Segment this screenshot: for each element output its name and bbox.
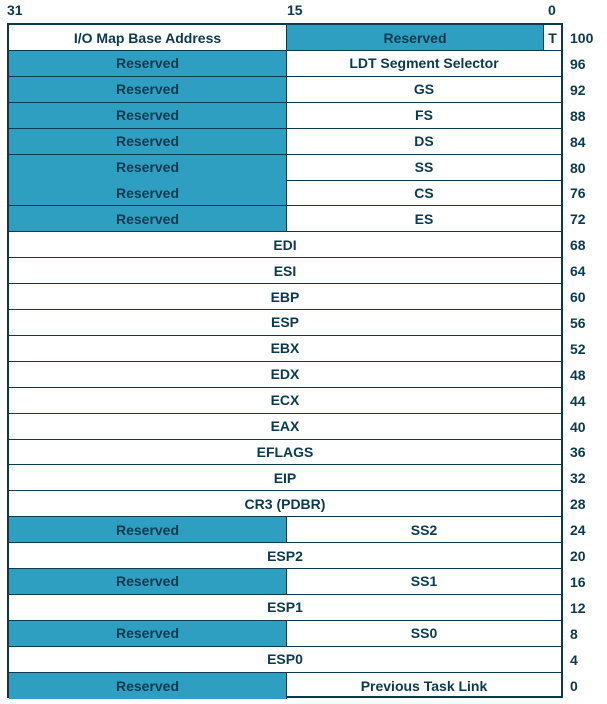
tss-layout-diagram	[7, 23, 563, 698]
selector-field: Previous Task Link	[360, 677, 488, 694]
register-field: EBP	[270, 288, 300, 305]
reserved-field: Reserved	[9, 129, 287, 154]
tss-row	[9, 129, 561, 155]
byte-offset-label: 68	[570, 237, 586, 254]
byte-offset-label: 8	[570, 625, 578, 642]
byte-offset-label: 84	[570, 133, 586, 150]
register-field: EIP	[273, 469, 297, 486]
byte-offset-label: 96	[570, 55, 586, 72]
tss-row	[9, 595, 561, 621]
byte-offset-label: 48	[570, 366, 586, 383]
tss-row	[9, 673, 561, 699]
tss-row	[9, 388, 561, 414]
reserved-field: Reserved	[9, 51, 287, 76]
register-field: EAX	[270, 418, 300, 434]
reserved-field: Reserved	[9, 621, 287, 646]
tss-row	[9, 180, 561, 206]
tss-row	[9, 414, 561, 440]
tss-row	[9, 543, 561, 569]
tss-row	[9, 621, 561, 647]
tss-row	[9, 491, 561, 517]
byte-offset-label: 60	[570, 289, 586, 305]
reserved-field: Reserved	[9, 103, 287, 128]
tss-row	[9, 517, 561, 543]
byte-offset-label: 64	[570, 263, 586, 280]
tss-row	[9, 258, 561, 284]
byte-offset-label: 44	[570, 392, 586, 409]
reserved-field: Reserved	[9, 206, 287, 231]
selector-field: SS	[414, 159, 434, 175]
selector-field: SS1	[410, 573, 438, 590]
byte-offset-label: 100	[570, 30, 594, 46]
selector-field: ES	[414, 210, 434, 227]
tss-row	[9, 310, 561, 336]
reserved-field: Reserved	[9, 155, 287, 180]
register-field: ESP2	[267, 547, 303, 564]
byte-offset-label: 52	[570, 340, 586, 357]
tss-row	[9, 439, 561, 465]
register-field: ESI	[273, 262, 297, 279]
bit-label-31: 31	[7, 2, 23, 18]
byte-offset-label: 20	[570, 548, 586, 564]
reserved-field: Reserved	[9, 77, 287, 102]
tss-row	[9, 77, 561, 103]
reserved-field: Reserved	[9, 569, 287, 594]
tss-row	[9, 206, 561, 232]
tss-row	[9, 51, 561, 77]
selector-field: GS	[413, 81, 435, 98]
register-field: EDX	[270, 366, 300, 383]
trap-bit-field: T	[548, 29, 557, 46]
byte-offset-label: 36	[570, 444, 586, 461]
register-field: ESP0	[267, 651, 303, 668]
tss-row	[9, 284, 561, 310]
byte-offset-label: 76	[570, 185, 586, 202]
tss-row	[9, 232, 561, 258]
io-map-base-field: I/O Map Base Address	[9, 25, 287, 50]
byte-offset-label: 0	[570, 677, 578, 694]
reserved-field: Reserved	[9, 517, 287, 542]
byte-offset-label: 28	[570, 496, 586, 513]
byte-offset-label: 24	[570, 522, 586, 539]
selector-field: LDT Segment Selector	[349, 55, 499, 72]
byte-offset-label: 40	[570, 418, 586, 435]
byte-offset-label: 32	[570, 470, 586, 487]
register-field: EDI	[273, 236, 297, 253]
byte-offset-label: 16	[570, 573, 586, 590]
tss-row	[9, 155, 561, 181]
register-field: ESP1	[267, 599, 303, 616]
bit-label-0: 0	[548, 2, 556, 18]
selector-field: SS0	[410, 625, 438, 642]
reserved-field: Reserved	[287, 25, 544, 50]
byte-offset-label: 88	[570, 107, 586, 124]
reserved-field: Reserved	[9, 180, 287, 205]
reserved-field: Reserved	[9, 673, 287, 699]
register-field: ESP	[270, 314, 299, 331]
selector-field: SS2	[410, 521, 438, 538]
tss-row	[9, 465, 561, 491]
tss-row	[9, 103, 561, 129]
bit-label-15: 15	[287, 2, 303, 18]
tss-row	[9, 336, 561, 362]
register-field: EBX	[270, 340, 300, 357]
byte-offset-label: 12	[570, 599, 586, 616]
register-field: ECX	[270, 392, 300, 409]
register-field: CR3 (PDBR)	[244, 495, 326, 512]
tss-row	[9, 25, 561, 51]
byte-offset-label: 4	[570, 651, 578, 668]
register-field: EFLAGS	[256, 443, 314, 460]
tss-row	[9, 569, 561, 595]
byte-offset-label: 72	[570, 211, 586, 228]
selector-field: CS	[414, 184, 434, 201]
selector-field: DS	[414, 133, 434, 150]
selector-field: FS	[415, 107, 433, 124]
byte-offset-label: 56	[570, 314, 586, 331]
tss-row	[9, 362, 561, 388]
tss-row	[9, 647, 561, 673]
byte-offset-label: 80	[570, 159, 586, 176]
byte-offset-label: 92	[570, 81, 586, 98]
